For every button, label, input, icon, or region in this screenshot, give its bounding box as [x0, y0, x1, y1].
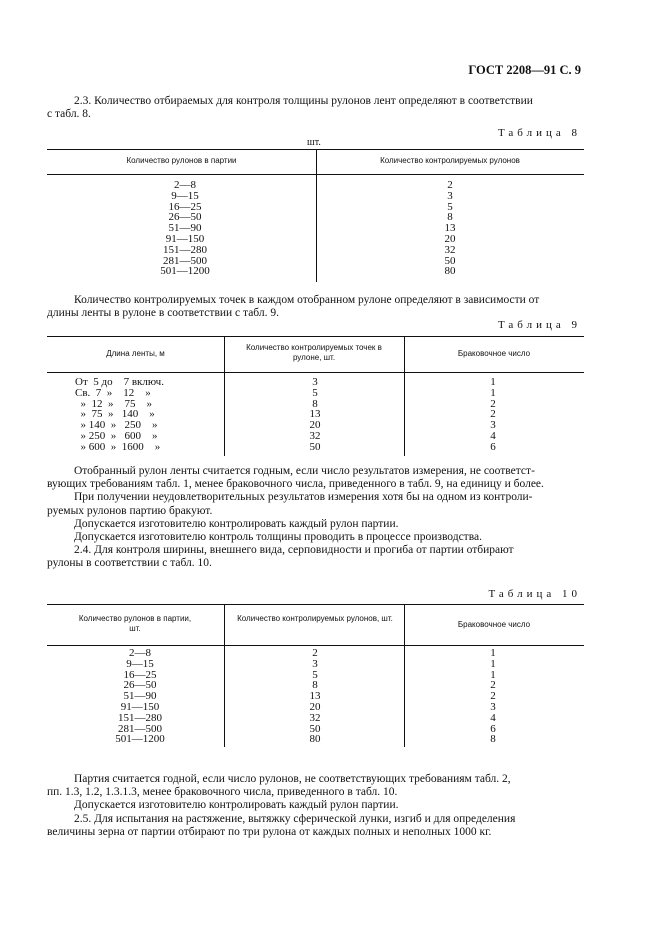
section-2-3-line1: 2.3. Количество отбираемых для контроля толщины рулонов лент определяют в соответствии — [74, 95, 533, 107]
table10-header-rule — [47, 645, 584, 646]
table-cell: Св. 7 » 12 » — [75, 386, 151, 399]
table8-col-controlled — [420, 180, 480, 277]
table10-body-divider-1 — [224, 645, 225, 747]
table9-col-points — [285, 377, 345, 453]
table9-header-reject: Браковочное число — [457, 349, 531, 358]
table-cell: 1 — [490, 668, 496, 681]
table-cell: 3 — [312, 376, 318, 388]
table-cell: 20 — [309, 419, 321, 432]
table-cell: 281—500 — [118, 722, 162, 735]
acceptance-paragraphs — [47, 465, 584, 571]
table10-col-controlled — [285, 648, 345, 745]
table9-col-length — [75, 377, 164, 453]
section-2-3 — [47, 95, 584, 121]
table-cell: 20 — [309, 700, 321, 713]
table-cell: » 12 » 75 » — [75, 397, 152, 410]
table-cell: 80 — [309, 733, 321, 746]
allowance-each-roll-2: Допускается изготовителю контролировать каждый рулон партии. — [74, 799, 399, 812]
table9-header-points: Количество контролируемых точек в рулоне, шт. — [246, 343, 382, 362]
table9-top-rule — [47, 336, 584, 337]
table-cell: 26—50 — [168, 211, 202, 224]
table9-header-length: Длина ленты, м — [106, 349, 165, 358]
table-cell: 3 — [447, 189, 453, 202]
rejection-line1: При получении неудовлетворительных результатов измерения хотя бы на одном из контроли- — [74, 491, 533, 504]
table-cell: 4 — [490, 429, 496, 442]
allowance-each-roll: Допускается изготовителю контролировать каждый рулон партии. — [74, 517, 399, 530]
section-2-3-line2: с табл. 8. — [47, 108, 91, 121]
allowance-in-process: Допускается изготовителю контроль толщины проводить в процессе производства. — [74, 531, 482, 544]
table-cell: 51—90 — [168, 222, 202, 235]
table9-body-divider-1 — [224, 372, 225, 456]
table10-top-rule — [47, 604, 584, 605]
table-cell: 151—280 — [118, 711, 162, 724]
table-cell: 8 — [312, 397, 318, 410]
table-cell: 2 — [490, 690, 496, 703]
table-cell: 91—150 — [165, 232, 205, 245]
table-cell: 26—50 — [123, 679, 157, 692]
table10-header-batch: Количество рулонов в партии, шт. — [78, 614, 192, 633]
table-cell: 1 — [490, 376, 496, 388]
table-cell: 32 — [309, 429, 321, 442]
table-cell: 32 — [444, 243, 456, 256]
table-cell: 8 — [312, 679, 318, 692]
table8-col-batch — [120, 180, 250, 277]
table-cell: 3 — [490, 700, 496, 713]
table-cell: 2 — [490, 408, 496, 421]
table-cell: 4 — [490, 711, 496, 724]
table9-header-divider-1 — [224, 336, 225, 372]
table-cell: » 600 » 1600 » — [75, 440, 161, 453]
table-cell: » 75 » 140 » — [75, 408, 155, 421]
table-cell: 151—280 — [163, 243, 207, 256]
table-cell: 501—1200 — [115, 733, 165, 746]
table-cell: 2 — [447, 179, 453, 191]
points-paragraph — [47, 294, 584, 320]
table-cell: 5 — [312, 386, 318, 399]
table10-body-divider-2 — [404, 645, 405, 747]
section-2-4-line2: рулоны в соответствии с табл. 10. — [47, 557, 212, 570]
table9-caption: Таблица 9 — [497, 319, 581, 331]
table-cell: 6 — [490, 722, 496, 735]
table-cell: 1 — [490, 657, 496, 670]
table-cell: 16—25 — [168, 200, 202, 213]
section-2-5-line1: 2.5. Для испытания на растяжение, вытяжку сферической лунки, изгиб и для определения — [74, 812, 516, 825]
table-cell: 91—150 — [120, 700, 160, 713]
table-cell: 9—15 — [171, 189, 199, 202]
table-cell: 9—15 — [126, 657, 154, 670]
table-cell: 50 — [309, 722, 321, 735]
section-2-5-line2: величины зерна от партии отбирают по три рулона от каждых полных и неполных 1000 кг. — [47, 825, 492, 838]
table-cell: 32 — [309, 711, 321, 724]
table10-header-divider-1 — [224, 604, 225, 645]
table-cell: 2—8 — [129, 647, 151, 659]
table-cell: 5 — [312, 668, 318, 681]
table9-header-rule — [47, 372, 584, 373]
table9-body-divider-2 — [404, 372, 405, 456]
table-cell: 51—90 — [123, 690, 157, 703]
table-cell: » 250 » 600 » — [75, 429, 158, 442]
table10-col-batch — [100, 648, 180, 745]
table-cell: От 5 до 7 включ. — [75, 376, 164, 388]
table-cell: 13 — [444, 222, 456, 235]
table-cell: 16—25 — [123, 668, 157, 681]
table-cell: 5 — [447, 200, 453, 213]
table-cell: 20 — [444, 232, 456, 245]
table-cell: 6 — [490, 440, 496, 453]
table9-col-reject — [463, 377, 523, 453]
table-cell: 13 — [309, 690, 321, 703]
table-cell: 2 — [312, 647, 318, 659]
table8-header-controlled: Количество контролируемых рулонов — [380, 156, 520, 165]
table-cell: 3 — [312, 657, 318, 670]
table8-header-batch: Количество рулонов в партии — [126, 156, 237, 165]
table-cell: 1 — [490, 386, 496, 399]
table10-header-controlled: Количество контролируемых рулонов, шт. — [237, 614, 393, 623]
table-cell: 80 — [444, 265, 456, 278]
table8-body-divider — [316, 174, 317, 282]
table8-caption: Таблица 8 — [497, 127, 581, 139]
batch-good-line1: Партия считается годной, если число рулонов, не соответствующих требованиям табл. 2, — [74, 773, 511, 785]
table-cell: 8 — [447, 211, 453, 224]
points-line2: длины ленты в рулоне в соответствии с табл. 9. — [47, 307, 279, 320]
section-2-4-line1: 2.4. Для контроля ширины, внешнего вида, серповидности и прогиба от партии отбирают — [74, 544, 514, 557]
table-cell: 2 — [490, 397, 496, 410]
acceptance-line2: вующих требованиям табл. 1, менее браковочного числа, приведенного в табл. 9, на единицу и более. — [47, 478, 544, 491]
page-header: ГОСТ 2208—91 С. 9 — [468, 63, 581, 77]
table-cell: 8 — [490, 733, 496, 746]
table-cell: 50 — [309, 440, 321, 453]
table-cell: 13 — [309, 408, 321, 421]
rejection-line2: руемых рулонов партию бракуют. — [47, 504, 213, 517]
table-cell: 50 — [444, 254, 456, 267]
table-cell: 2—8 — [174, 179, 196, 191]
table-cell: 3 — [490, 419, 496, 432]
points-line1: Количество контролируемых точек в каждом отобранном рулоне определяют в зависимости от — [74, 294, 540, 306]
final-paragraphs — [47, 773, 584, 839]
acceptance-line1: Отобранный рулон ленты считается годным, если число результатов измерения, не соответст- — [74, 465, 535, 477]
table-cell: 1 — [490, 647, 496, 659]
table-cell: 2 — [490, 679, 496, 692]
table-cell: 281—500 — [163, 254, 207, 267]
table10-header-reject: Браковочное число — [457, 620, 531, 629]
table10-caption: Таблица 10 — [488, 588, 581, 600]
table-cell: » 140 » 250 » — [75, 419, 158, 432]
batch-good-line2: пп. 1.3, 1.2, 1.3.1.3, менее браковочного числа, приведенного в табл. 10. — [47, 786, 398, 799]
table10-col-reject — [463, 648, 523, 745]
table8-unit: шт. — [307, 137, 321, 148]
table-cell: 501—1200 — [160, 265, 210, 278]
